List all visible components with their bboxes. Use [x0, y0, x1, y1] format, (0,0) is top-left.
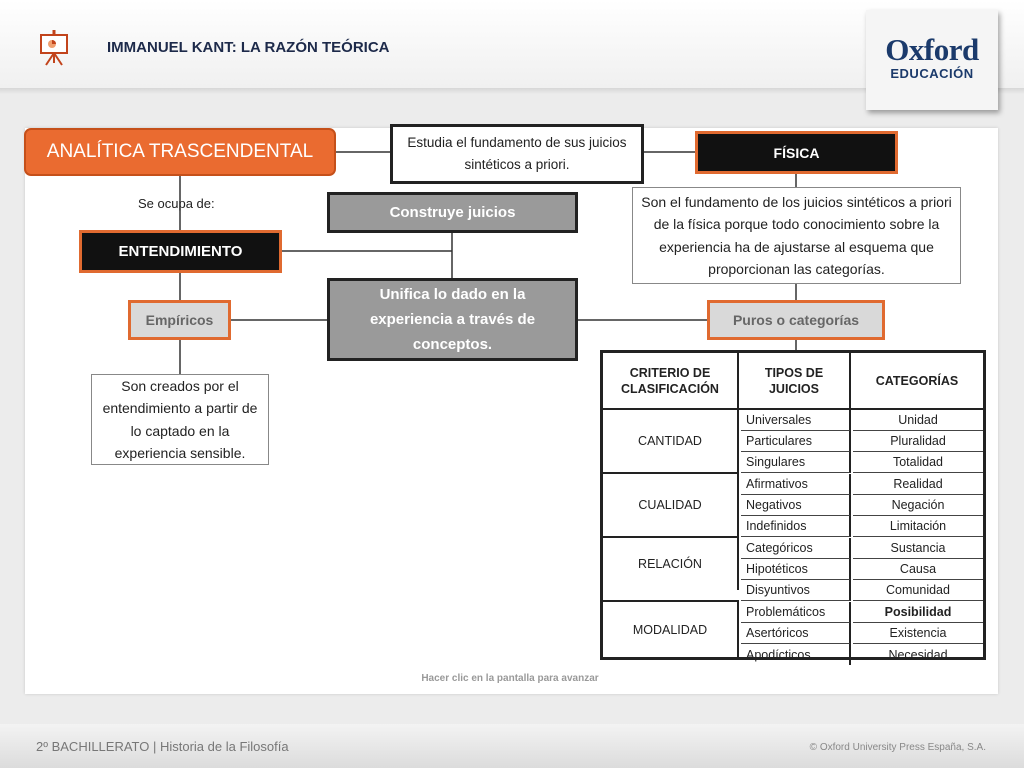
categoria-cell: Existencia: [853, 623, 983, 644]
tipo-cell: Indefinidos: [741, 516, 851, 537]
group-relacion: RELACIÓN: [603, 538, 739, 590]
tipo-cell: Apodícticos: [741, 644, 851, 665]
empiricos-box: Empíricos: [128, 300, 231, 340]
se-ocupa-label: Se ocupa de:: [138, 196, 215, 211]
header-tipos: TIPOS DE JUICIOS: [739, 353, 851, 410]
tipo-cell: Negativos: [741, 495, 851, 516]
footer-course: 2º BACHILLERATO | Historia de la Filosofía: [36, 739, 289, 754]
tipo-cell: Singulares: [741, 452, 851, 473]
logo-line-2: EDUCACIÓN: [890, 66, 974, 81]
construye-juicios-box: Construye juicios: [327, 192, 578, 233]
tipo-cell: Problemáticos: [741, 602, 851, 623]
son-creados-box: Son creados por el entendimiento a partir de lo captado en la experiencia sensible.: [91, 374, 269, 465]
unifica-box: Unifica lo dado en la experiencia a través de conceptos.: [327, 278, 578, 361]
header-categorias: CATEGORÍAS: [851, 353, 983, 410]
group-cualidad: CUALIDAD: [603, 474, 739, 536]
categoria-cell: Comunidad: [853, 580, 983, 601]
tipo-cell: Particulares: [741, 431, 851, 452]
categoria-cell: Causa: [853, 559, 983, 580]
entendimiento-box: ENTENDIMIENTO: [79, 230, 282, 273]
tipo-cell: Afirmativos: [741, 474, 851, 495]
tipo-cell: Asertóricos: [741, 623, 851, 644]
categoria-cell: Sustancia: [853, 538, 983, 559]
tipo-cell: Categóricos: [741, 538, 851, 559]
footer-copyright: © Oxford University Press España, S.A.: [809, 742, 986, 753]
tipo-cell: Universales: [741, 410, 851, 431]
categoria-cell: Negación: [853, 495, 983, 516]
categoria-cell: Pluralidad: [853, 431, 983, 452]
logo-line-1: Oxford: [885, 32, 979, 67]
categoria-cell: Necesidad: [888, 647, 948, 662]
categoria-cell: Posibilidad: [853, 602, 983, 623]
header-criterio: CRITERIO DE CLASIFICACIÓN: [603, 353, 739, 410]
categoria-cell: Limitación: [853, 516, 983, 537]
group-cantidad: CANTIDAD: [603, 410, 739, 472]
analitica-trascendental-box: ANALÍTICA TRASCENDENTAL: [24, 128, 336, 176]
categoria-cell: Unidad: [853, 410, 983, 431]
puros-box: Puros o categorías: [707, 300, 885, 340]
categoria-cell: Realidad: [853, 474, 983, 495]
page-title: IMMANUEL KANT: LA RAZÓN TEÓRICA: [107, 39, 390, 56]
tipo-cell: Disyuntivos: [741, 580, 851, 601]
tipo-cell: Hipotéticos: [741, 559, 851, 580]
fisica-box: FÍSICA: [695, 131, 898, 174]
advance-hint: Hacer clic en la pantalla para avanzar: [421, 673, 599, 684]
son-fundamento-box: Son el fundamento de los juicios sintéticos a priori de la física porque todo conocimiento sobre la experiencia ha de ajustarse al esquema que proporcionan las categorías.: [632, 187, 961, 284]
estudia-box: Estudia el fundamento de sus juicios sintéticos a priori.: [390, 124, 644, 184]
categoria-cell: Totalidad: [853, 452, 983, 473]
categories-table: [600, 350, 986, 660]
group-modalidad: MODALIDAD: [603, 602, 739, 658]
